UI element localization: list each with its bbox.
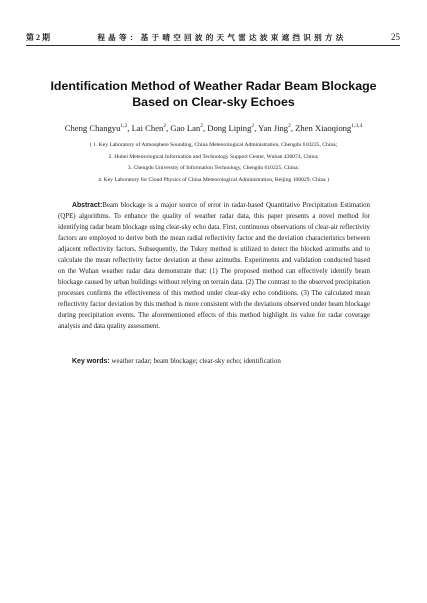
issue-number: 第 2 期 <box>26 32 50 42</box>
affiliation-3: 3. Chengdu University of Information Technology, Chengdu 610225, China; <box>127 165 300 172</box>
affiliation-4: 4. Key Laboratory for Cloud Physics of China Meteorological Administration, Beijing 100029, China ) <box>98 176 329 183</box>
author-name: Yan Jing <box>258 123 289 133</box>
author-separator: , <box>127 123 132 133</box>
author-name: Gao Lan <box>170 123 201 133</box>
keywords <box>72 356 372 367</box>
running-title: 程 晶 等 ： 基 于 晴 空 回 波 的 天 气 雷 达 波 束 遮 挡 识 别 方 法 <box>97 32 344 42</box>
abstract-text: Beam blockage is a major source of error in radar-based Quantitative Precipitation Estimation (QPE) algorithms. To enhance the quality of weather radar data, this paper presents a novel method for identifying radar beam blockage using clear-sky echo data. First, continuous observations of clear-air reflectivity factors are employed to derive both the mean radial reflectivity factor and the deviation characteristics between adjacent reflectivity factors. Subsequently, the Tukey method is utilized to detect the blocked azimuths and to calculate the mean reflectivity factor deviation at these azimuths. Experiments and validation conducted based on the Wuhan weather radar data demonstrate that: (1) The proposed method can effectively identify beam blockage caused by urban buildings without relying on terrain data. (2) The contrast to the observed precipitation processes confirms the effectiveness of this method under clear-sky echo conditions. (3) The calculated mean reflectivity factor deviation by this method is more consistent with the deviations observed under beam blockage during precipitation events. The aforementioned effects of this method highlight its value for radar coverage analysis and data quality assessment. <box>58 202 370 330</box>
author-affiliation-marker: 2 <box>251 123 255 129</box>
author-affiliation-marker: 1,2 <box>120 123 128 129</box>
author <box>207 123 254 133</box>
author <box>295 123 362 133</box>
affiliation-list <box>30 140 397 186</box>
keywords-text: weather radar; beam blockage; clear-sky echo; identification <box>111 357 281 365</box>
author-separator: , <box>202 123 208 133</box>
affiliation-2: 2. Hubei Meteorological Information and Technology Support Center, Wuhan 430074, China; <box>108 153 319 160</box>
author-affiliation-marker: 2 <box>288 123 291 129</box>
author <box>170 123 203 133</box>
running-header <box>26 30 400 44</box>
page-number: 25 <box>390 32 400 42</box>
abstract-label: Abstract: <box>72 202 103 209</box>
header-divider <box>26 45 400 46</box>
author-list <box>20 120 407 134</box>
paper-title: Identification Method of Weather Radar Beam Blockage Based on Clear-sky Echoes <box>50 79 377 109</box>
affiliation-1: ( 1. Key Laboratory of Atmosphere Sounding, China Meteorological Administration, Chengdu 610225, China; <box>89 142 338 148</box>
author <box>65 123 128 133</box>
author-separator: , <box>254 123 259 133</box>
author-name: Lai Chen <box>131 123 164 133</box>
author-affiliation-marker: 2 <box>200 123 203 129</box>
author-separator: , <box>166 123 171 133</box>
author <box>258 123 291 133</box>
author <box>132 123 167 133</box>
author-affiliation-marker: 2 <box>163 123 167 129</box>
author-separator: , <box>290 123 296 133</box>
keywords-label: Key words: <box>72 358 110 365</box>
author-affiliation-marker: 1,3,4 <box>351 123 363 129</box>
abstract <box>58 200 370 332</box>
author-name: Dong Liping <box>207 123 252 133</box>
author-name: Zhen Xiaoqiong <box>295 123 352 133</box>
author-name: Cheng Changyu <box>64 123 121 133</box>
